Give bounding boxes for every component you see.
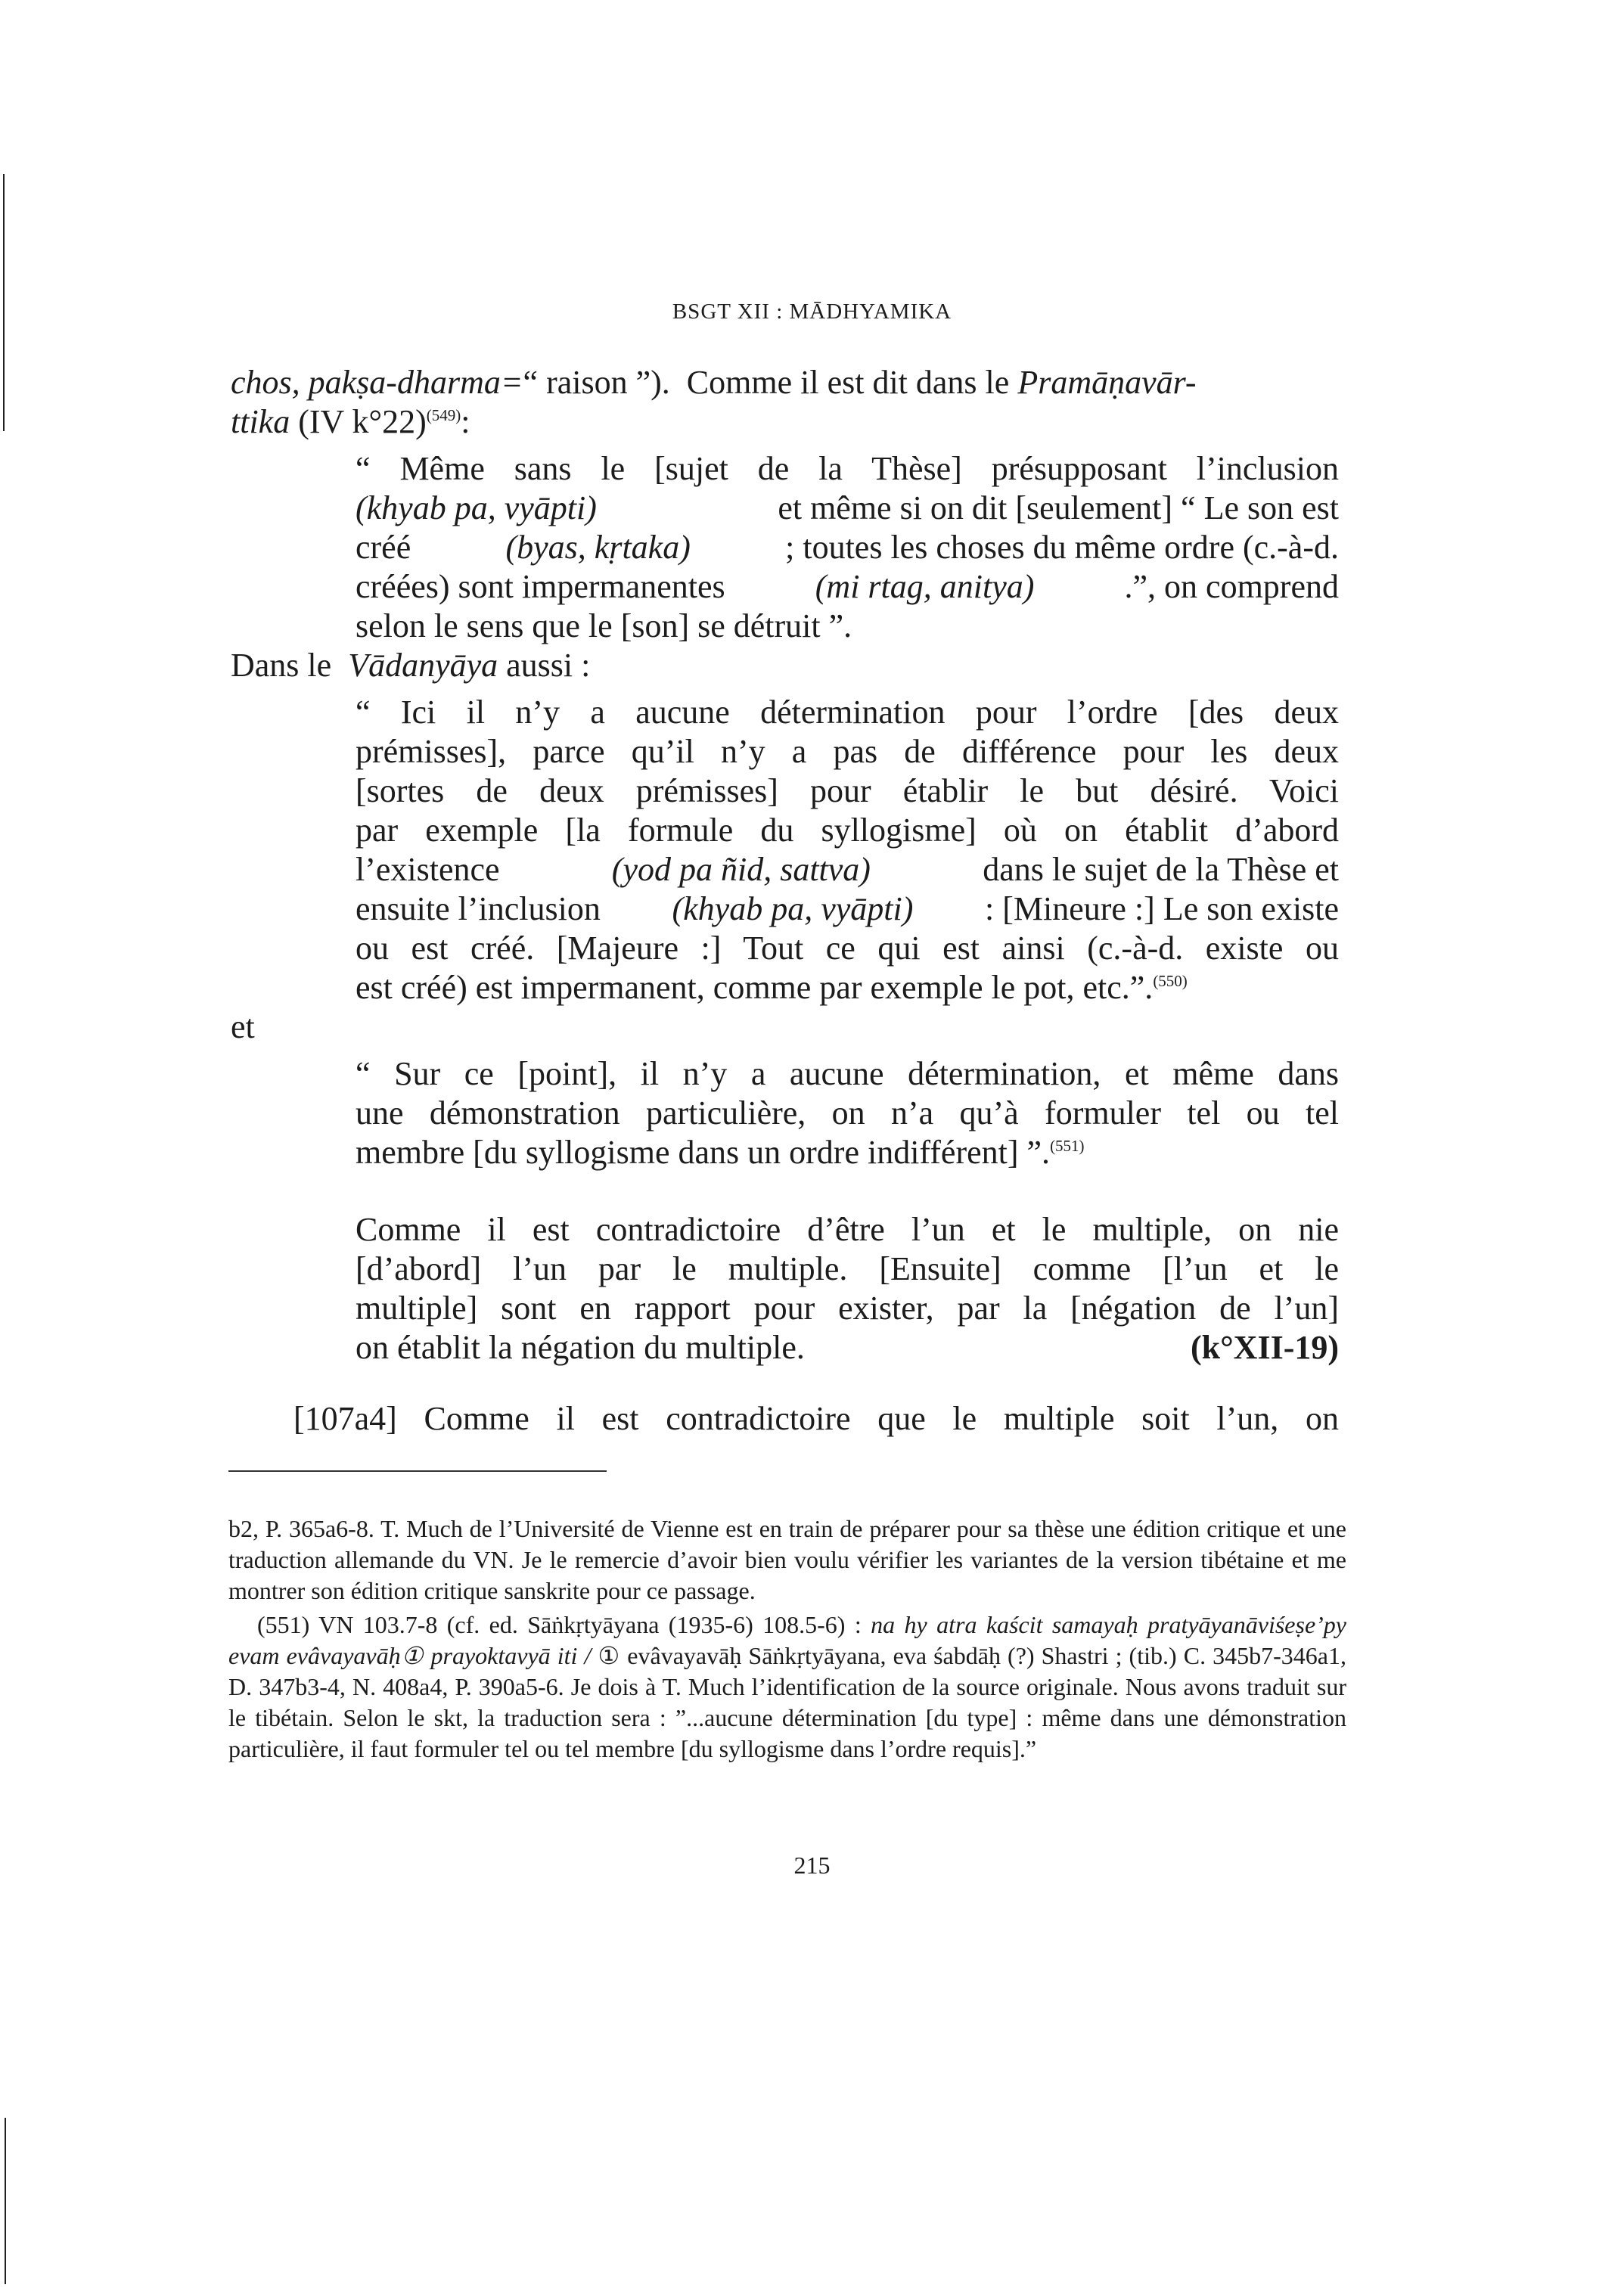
quote1-text: créé [356, 529, 411, 566]
quote1-line-4 [356, 567, 1339, 607]
opening-term: chos, pakṣa-dharma= [231, 364, 523, 401]
quote1-line-5 [356, 607, 852, 646]
quote2-line-5 [356, 850, 1339, 889]
quote1-text: et même si on dit [seulement] “ Le son est [778, 489, 1339, 526]
quote3-text: membre [du syllogisme dans un ordre indifférent] ”. [356, 1134, 1051, 1171]
commentary-text: [107a4] Comme il est contradictoire que le multiple soit l’un, on [293, 1400, 1339, 1437]
karika-line-2 [356, 1249, 1339, 1289]
quote2-text: [sortes de deux prémisses] pour établir le but désiré. Voici [356, 772, 1339, 809]
karika-text: [d’abord] l’un par le multiple. [Ensuite] comme [l’un et le [356, 1250, 1339, 1287]
quote2-text: prémisses], parce qu’il n’y a pas de différence pour les deux [356, 733, 1339, 770]
quote2-text: ou est créé. [Majeure :] Tout ce qui est ainsi (c.-à-d. existe ou [356, 930, 1339, 967]
quote2-line-7 [356, 929, 1339, 968]
quote1-term: (byas, kṛtaka) [505, 529, 691, 566]
quote1-line-3 [356, 528, 1339, 567]
quote2-line-8 [356, 968, 1188, 1007]
quote2-line-4 [356, 811, 1339, 850]
quote3-text: une démonstration particulière, on n’a qu’à formuler tel ou tel [356, 1094, 1339, 1131]
quote1-text: créées) sont impermanentes [356, 568, 725, 605]
quote2-text: dans le sujet de la Thèse et [983, 851, 1339, 888]
footnote-ref-549[interactable]: (549) [426, 406, 461, 424]
footnote-551-citation: (551) VN 103.7-8 (cf. ed. Sāṅkṛtyāyana (1935-6) 108.5-6) : [257, 1611, 862, 1638]
quote2-text: ensuite l’inclusion [356, 890, 601, 927]
karika-text: on établit la négation du multiple. [356, 1329, 805, 1366]
vadanyaya-title: Vādanyāya [348, 647, 498, 684]
quote2-text: par exemple [la formule du syllogisme] où on établit d’abord [356, 812, 1339, 849]
running-header: BSGT XII : MĀDHYAMIKA [672, 300, 952, 324]
quote2-text: “ Ici il n’y a aucune détermination pour l’ordre [des deux [356, 694, 1339, 731]
vadanyaya-line [231, 646, 590, 685]
footnote-551 [228, 1610, 1346, 1765]
quote1-term: (khyab pa, vyāpti) [356, 489, 597, 526]
quote1-text: ; toutes les choses du même ordre (c.-à-d. [785, 529, 1339, 566]
quote2-line-3 [356, 771, 1339, 811]
opening-gloss: “ raison ”). [523, 364, 670, 401]
opening-work-title: Pramāṇavār- [1017, 364, 1197, 401]
footnote-continuation: b2, P. 365a6-8. T. Much de l’Université de Vienne est en train de préparer pour sa thèse une édition critique et une traduction allemande du VN. Je le remercie d’avoir bien voulu vérifier les variantes de la version tibétaine et me montrer son édition critique sanskrite pour ce passage. [228, 1515, 1346, 1604]
opening-line-2 [231, 402, 470, 442]
quote2-line-1 [356, 693, 1339, 732]
footnote-551-text: ① evâvayavāḥ Sāṅkṛtyāyana, eva śabdāḥ (?) Shastri ; (tib.) C. 345b7-346a1, D. 347b3-4, N. 408a4, P. 390a5-6. Je dois à T. Much l’identification de la source originale. Nous avons traduit sur le tibétain. Selon le skt, la traduction sera : ”...aucune détermination [du type] : même dans une démonstration particulière, il faut formuler tel ou tel membre [du syllogisme dans l’ordre requis].” [228, 1642, 1347, 1762]
page-number: 215 [793, 1852, 831, 1879]
quote2-line-6 [356, 889, 1339, 929]
karika-text: Comme il est contradictoire d’être l’un et le multiple, on nie [356, 1211, 1339, 1248]
quote1-text: .”, on comprend [1124, 568, 1339, 605]
karika-text: multiple] sont en rapport pour exister, par la [négation de l’un] [356, 1290, 1339, 1327]
footnote-551-sanskrit: na hy atra kaścit samayaḥ pratyāyanāviśeṣe’py evam evâvayavāḥ① prayoktavyā iti / [228, 1611, 1347, 1669]
quote2-term: (yod pa ñid, sattva) [611, 851, 871, 888]
karika-reference: (k°XII-19) [1190, 1329, 1339, 1366]
quote2-term: (khyab pa, vyāpti) [672, 890, 914, 927]
quote2-line-2 [356, 732, 1339, 771]
quote3-line-2 [356, 1094, 1339, 1133]
et-label: et [231, 1008, 255, 1045]
vadanyaya-text: Dans le [231, 647, 332, 684]
quote1-line-2 [356, 489, 1339, 528]
commentary-line-1 [293, 1399, 1339, 1439]
opening-work-title-end: ttika [231, 403, 290, 440]
footnote-ref-551[interactable]: (551) [1050, 1137, 1085, 1155]
quote1-text: selon le sens que le [son] se détruit ”. [356, 607, 852, 644]
opening-citation: (IV k°22) [298, 403, 427, 440]
quote3-line-3 [356, 1133, 1085, 1172]
footnote-separator [228, 1470, 607, 1472]
quote2-text: est créé) est impermanent, comme par exemple le pot, etc.”. [356, 969, 1154, 1006]
opening-colon: : [461, 403, 470, 440]
opening-line-1 [231, 363, 1197, 402]
quote2-text: l’existence [356, 851, 500, 888]
opening-text: Comme il est dit dans le [686, 364, 1010, 401]
karika-line-3 [356, 1289, 1339, 1328]
quote1-text: “ Même sans le [sujet de la Thèse] présupposant l’inclusion [356, 450, 1339, 487]
karika-line-1 [356, 1210, 1339, 1249]
quote1-line-1 [356, 449, 1339, 489]
quote3-line-1 [356, 1054, 1339, 1094]
vadanyaya-text: aussi : [506, 647, 591, 684]
quote1-term: (mi rtag, anitya) [815, 568, 1035, 605]
quote2-text: : [Mineure :] Le son existe [985, 890, 1339, 927]
footnotes [228, 1513, 1346, 1765]
karika-line-4 [356, 1328, 1339, 1367]
quote3-text: “ Sur ce [point], il n’y a aucune détermination, et même dans [356, 1055, 1339, 1092]
scan-edge-mark-bottom [5, 2118, 6, 2284]
footnote-ref-550[interactable]: (550) [1153, 972, 1188, 990]
